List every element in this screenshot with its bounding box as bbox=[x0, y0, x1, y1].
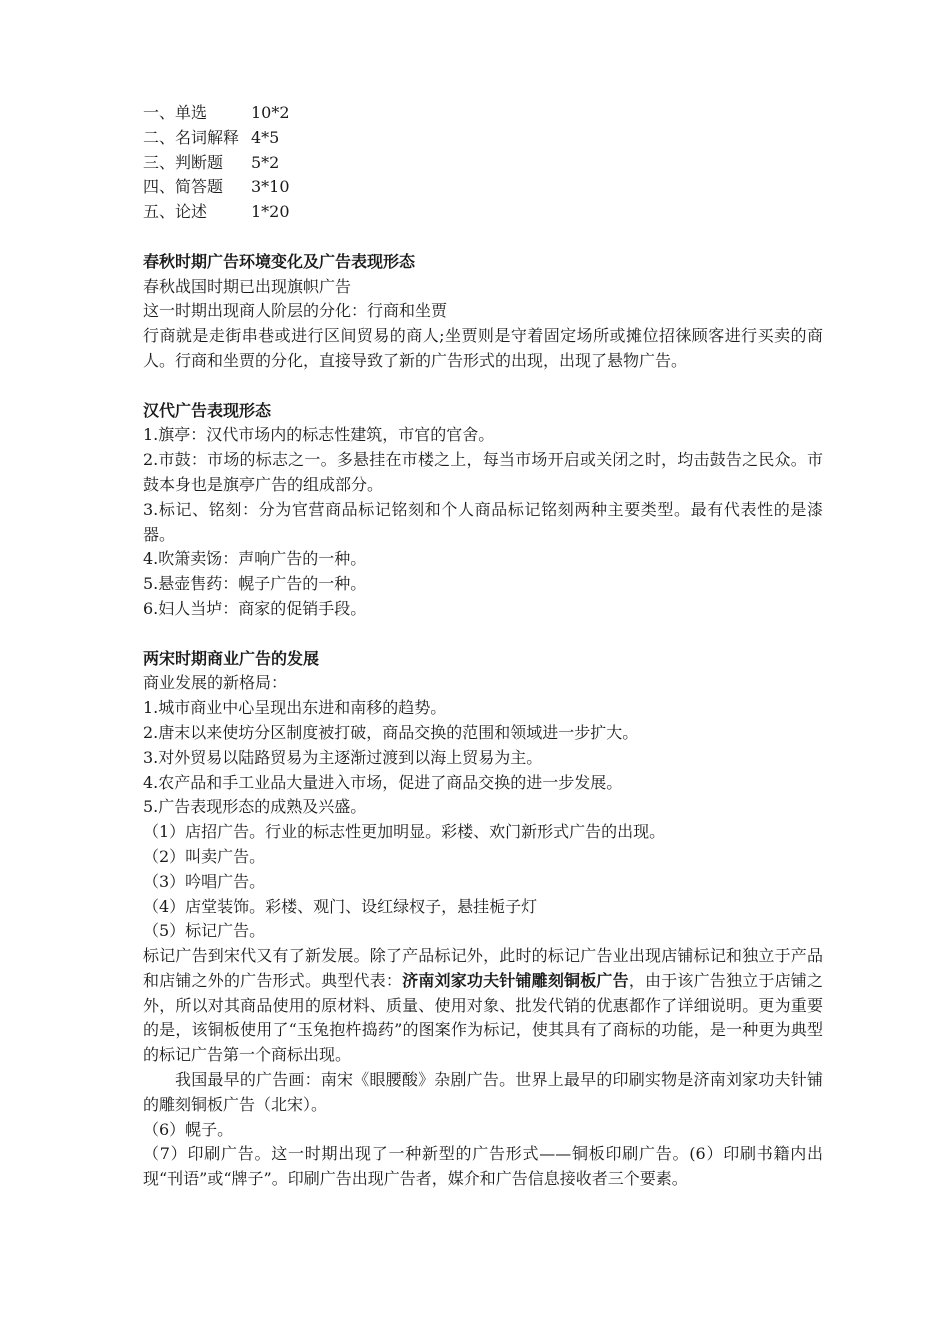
spacer bbox=[143, 622, 823, 647]
sub-list-item: （6）幌子。 bbox=[143, 1119, 234, 1139]
list-item: 2.市鼓：市场的标志之一。多悬挂在市楼之上，每当市场开启或关闭之时，均击鼓告之民众。市鼓本身也是旗亭广告的组成部分。 bbox=[143, 450, 823, 494]
paragraph-text: ，由于该广告独立于店铺之外，所以对其商品使用的原材料、质量、使用对象、批发代销的优惠都作了详细说明。更为重要的是，该铜板使用了“玉兔抱杵捣药”的图案作为标记，使其具有了商标的功能，是一种更为典型的标记广告第一个商标出现。 bbox=[143, 970, 823, 1065]
exam-row bbox=[143, 101, 823, 126]
section-heading: 汉代广告表现形态 bbox=[143, 400, 272, 420]
paragraph bbox=[143, 944, 823, 1068]
paragraph-line: 春秋战国时期已出现旗帜广告 bbox=[143, 276, 352, 296]
exam-section: 五、论述 bbox=[143, 202, 208, 222]
sub-list-item: （4）店堂装饰。彩楼、观门、设红绿杈子，悬挂栀子灯 bbox=[143, 896, 538, 916]
exam-score: 10*2 bbox=[251, 103, 290, 122]
list-item: 1.城市商业中心呈现出东进和南移的趋势。 bbox=[143, 698, 447, 718]
paragraph-line: 这一时期出现商人阶层的分化：行商和坐贾 bbox=[143, 301, 448, 321]
list-item: 4.吹箫卖饧：声响广告的一种。 bbox=[143, 549, 367, 569]
exam-score: 4*5 bbox=[251, 127, 280, 147]
section-song-dynasty bbox=[143, 647, 823, 1193]
exam-section: 四、简答题 bbox=[143, 177, 224, 197]
exam-score: 1*20 bbox=[251, 202, 290, 222]
section-spring-autumn bbox=[143, 250, 823, 374]
paragraph: 我国最早的广告画：南宋《眼腰酸》杂剧广告。世界上最早的印刷实物是济南刘家功夫针铺的雕刻铜板广告（北宋）。 bbox=[143, 1070, 823, 1114]
sub-list-item: （5）标记广告。 bbox=[143, 921, 266, 941]
section-heading: 两宋时期商业广告的发展 bbox=[143, 648, 320, 668]
list-item: 2.唐末以来使坊分区制度被打破，商品交换的范围和领域进一步扩大。 bbox=[143, 722, 639, 742]
section-heading: 春秋时期广告环境变化及广告表现形态 bbox=[143, 251, 416, 271]
spacer bbox=[143, 374, 823, 399]
list-item: 3.标记、铭刻：分为官营商品标记铭刻和个人商品标记铭刻两种主要类型。最有代表性的是漆器。 bbox=[143, 499, 823, 544]
sub-list-item: （2）叫卖广告。 bbox=[143, 846, 266, 866]
exam-score: 5*2 bbox=[251, 152, 280, 172]
list-item: 5.广告表现形态的成熟及兴盛。 bbox=[143, 797, 367, 817]
list-item: 6.妇人当垆：商家的促销手段。 bbox=[143, 598, 367, 618]
sub-list-item: （7）印刷广告。这一时期出现了一种新型的广告形式——铜板印刷广告。(6）印刷书籍内出现“刊语”或“牌子”。印刷广告出现广告者，媒介和广告信息接收者三个要素。 bbox=[143, 1144, 823, 1189]
list-item: 1.旗亭：汉代市场内的标志性建筑，市官的官舍。 bbox=[143, 425, 495, 445]
exam-section: 一、单选 bbox=[143, 103, 208, 122]
document-body bbox=[143, 101, 823, 1192]
sub-list-item: （3）吟唱广告。 bbox=[143, 871, 266, 891]
exam-section: 三、判断题 bbox=[143, 152, 224, 172]
exam-structure-list bbox=[143, 101, 823, 225]
exam-row bbox=[143, 175, 823, 200]
exam-score: 3*10 bbox=[251, 177, 290, 197]
sub-list-item: （1）店招广告。行业的标志性更加明显。彩楼、欢门新形式广告的出现。 bbox=[143, 822, 666, 842]
paragraph-text: 标记广告到宋代又有了新发展。除了产品标记外，此时的标记广告业出现店铺标记和独立于产品和店铺之外的广告形式。典型代表： bbox=[143, 946, 823, 990]
spacer bbox=[143, 225, 823, 250]
list-item: 3.对外贸易以陆路贸易为主逐渐过渡到以海上贸易为主。 bbox=[143, 747, 543, 767]
emphasis-text: 济南刘家功夫针铺雕刻铜板广告 bbox=[402, 970, 629, 990]
list-item: 5.悬壶售药：幌子广告的一种。 bbox=[143, 574, 367, 594]
paragraph: 行商就是走街串巷或进行区间贸易的商人;坐贾则是守着固定场所或摊位招徕顾客进行买卖的商人。行商和坐贾的分化，直接导致了新的广告形式的出现，出现了悬物广告。 bbox=[143, 326, 823, 370]
exam-row bbox=[143, 126, 823, 151]
exam-section: 二、名词解释 bbox=[143, 127, 240, 147]
list-item: 4.农产品和手工业品大量进入市场，促进了商品交换的进一步发展。 bbox=[143, 772, 623, 792]
exam-row bbox=[143, 200, 823, 225]
exam-row bbox=[143, 151, 823, 176]
section-han-dynasty bbox=[143, 399, 823, 622]
paragraph-line: 商业发展的新格局： bbox=[143, 673, 288, 693]
